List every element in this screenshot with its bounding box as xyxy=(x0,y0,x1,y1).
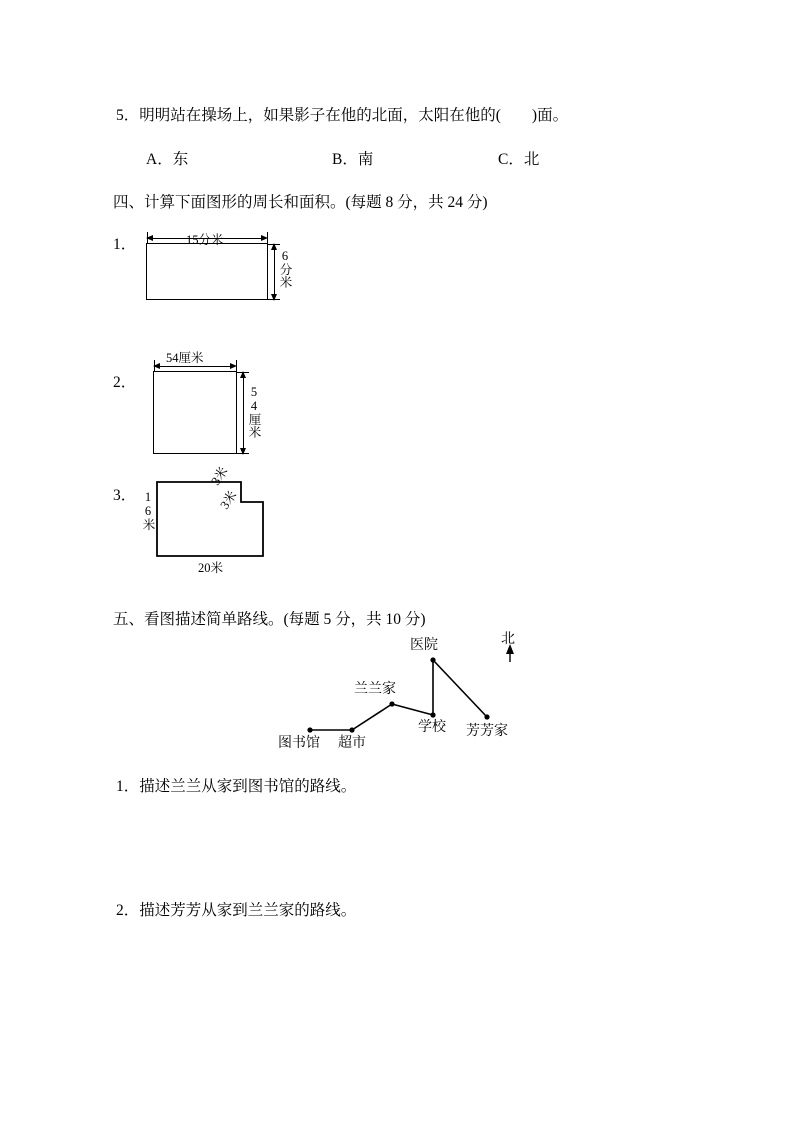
question-5-option-b: B．南 xyxy=(332,151,374,168)
figure-3-number: 3． xyxy=(113,487,137,504)
figure-1-width-tick-left xyxy=(147,232,148,244)
figure-3-bottom-label: 20米 xyxy=(198,561,224,575)
map-node-supermarket: 超市 xyxy=(338,736,366,751)
figure-3-shape xyxy=(155,480,275,570)
map-compass-label: 北 xyxy=(501,632,515,647)
figure-1-width-label: 15分米 xyxy=(186,233,224,247)
section-five-question-2: 2．描述芳芳从家到兰兰家的路线。 xyxy=(116,902,357,919)
figure-1-number: 1． xyxy=(113,236,137,253)
figure-2-height-tick-bottom xyxy=(237,453,249,454)
question-5-option-a: A．东 xyxy=(146,151,189,168)
figure-2-width-label: 54厘米 xyxy=(166,351,204,365)
section-five-question-1: 1．描述兰兰从家到图书馆的路线。 xyxy=(116,778,357,795)
figure-2-rectangle xyxy=(153,371,237,454)
figure-2-height-line xyxy=(243,373,244,452)
question-5-stem: 5．明明站在操场上，如果影子在他的北面，太阳在他的( )面。 xyxy=(116,107,569,124)
figure-1-height-tick-bottom xyxy=(268,299,280,300)
map-node-hospital: 医院 xyxy=(410,638,438,653)
figure-2-number: 2． xyxy=(113,374,137,391)
map-node-lanlan-home: 兰兰家 xyxy=(354,682,396,697)
map-node-school: 学校 xyxy=(418,720,446,735)
figure-1-rectangle xyxy=(146,243,268,300)
figure-2-width-line xyxy=(155,366,235,367)
figure-3-polygon xyxy=(157,482,263,556)
map-node-library: 图书馆 xyxy=(278,736,320,751)
figure-2-height-label: 54厘米 xyxy=(247,385,261,438)
figure-3-notch-top-label: 3米 xyxy=(208,464,231,488)
map-node-fangfang-home: 芳芳家 xyxy=(466,724,508,739)
section-four-heading: 四、计算下面图形的周长和面积。(每题 8 分，共 24 分) xyxy=(113,194,488,211)
route-map xyxy=(270,632,550,757)
section-five-heading: 五、看图描述简单路线。(每题 5 分，共 10 分) xyxy=(113,611,426,628)
figure-1-height-tick-top xyxy=(268,244,280,245)
question-5-option-c: C．北 xyxy=(498,151,540,168)
figure-2-width-tick-left xyxy=(154,360,155,372)
figure-1-height-label: 6分米 xyxy=(278,249,292,288)
figure-2-height-tick-top xyxy=(237,372,249,373)
figure-1-width-tick-right xyxy=(267,232,268,244)
figure-3 xyxy=(141,464,275,575)
figure-1-height-line xyxy=(274,245,275,298)
figure-3-notch-side-label: 3米 xyxy=(217,488,240,512)
figure-3-left-label: 16米 xyxy=(141,490,155,531)
figure-2-width-tick-right xyxy=(236,360,237,372)
